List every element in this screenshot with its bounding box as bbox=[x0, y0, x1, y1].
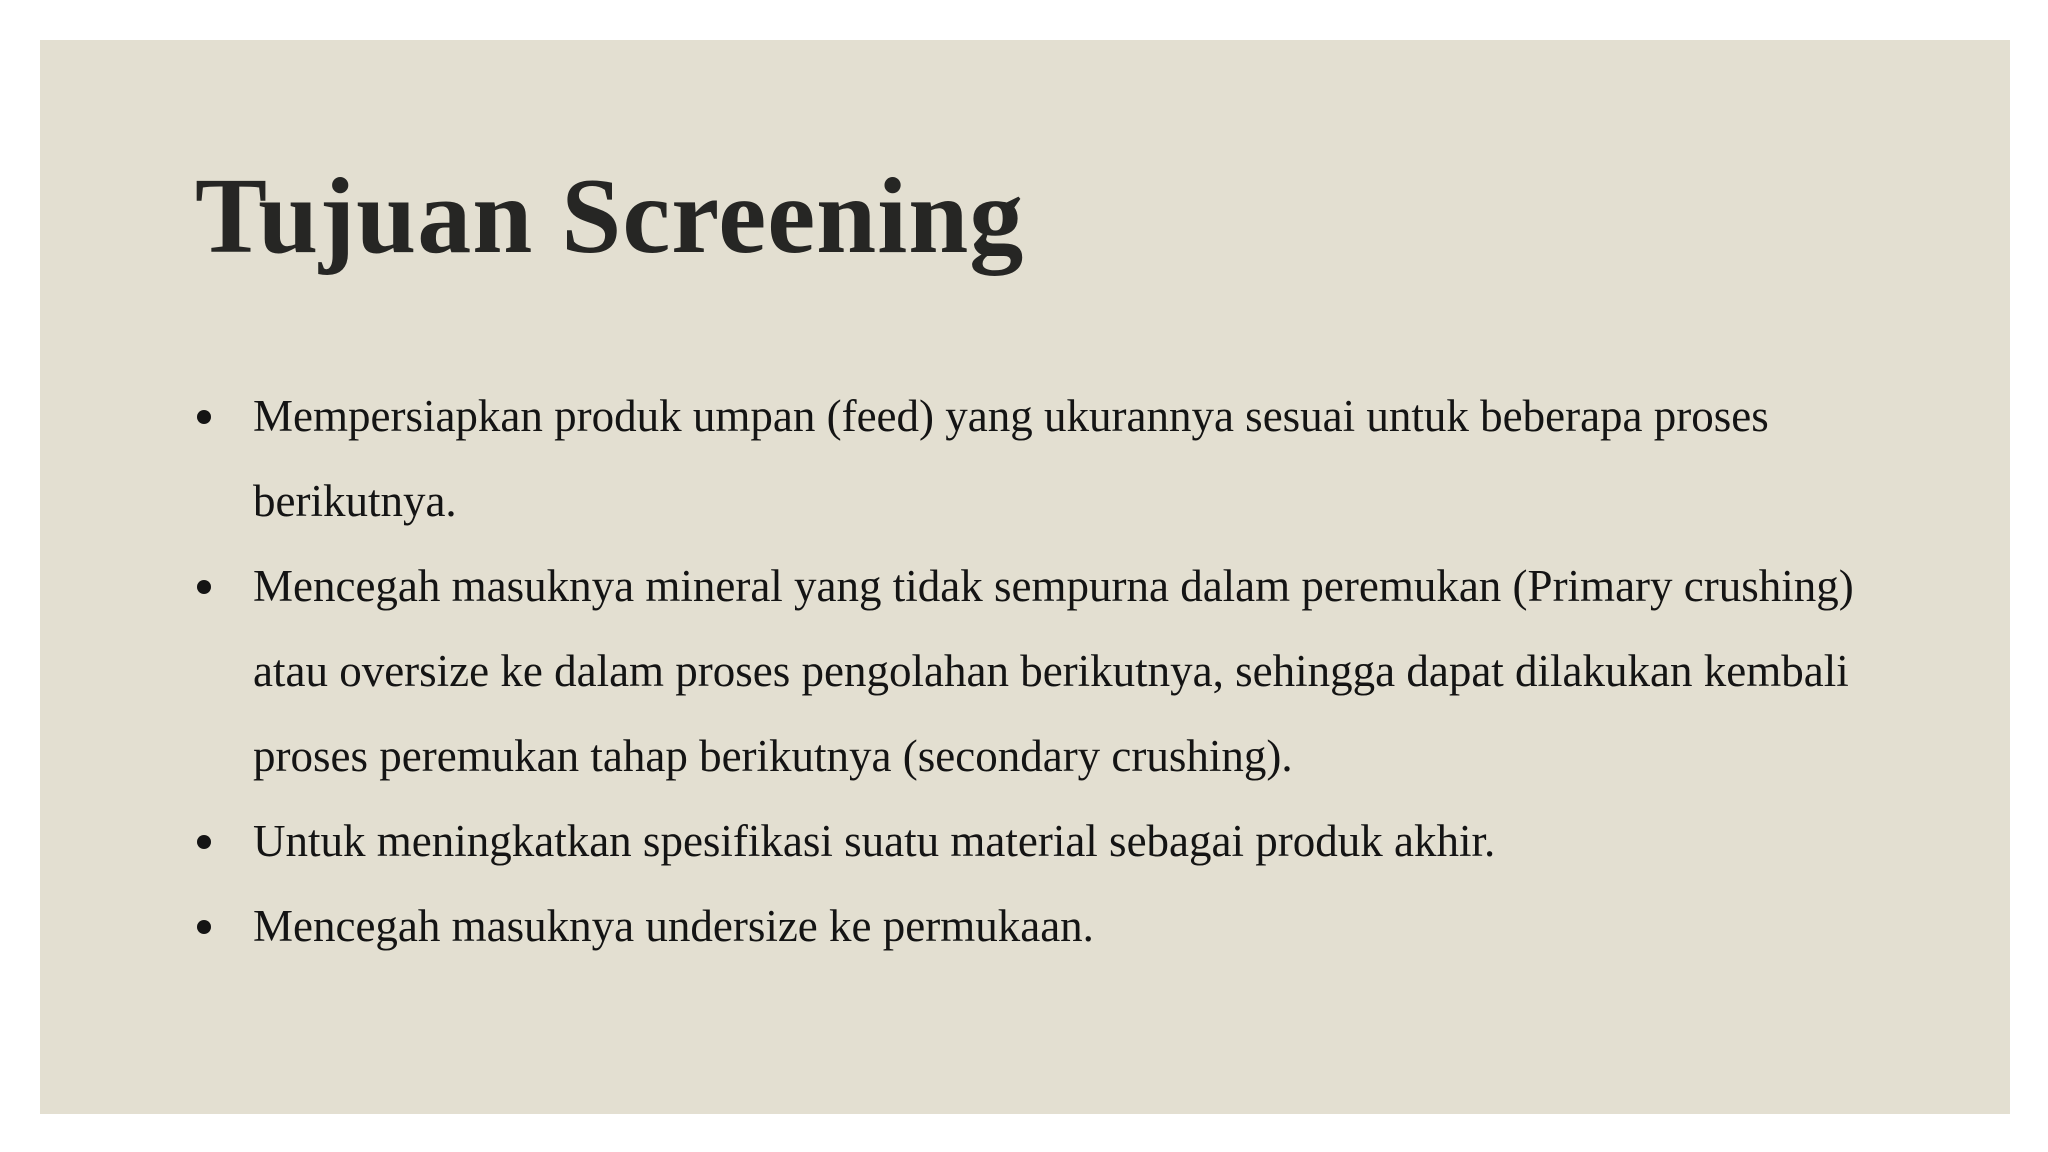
bullet-dot-icon bbox=[197, 410, 211, 424]
bullet-item bbox=[195, 544, 1895, 799]
slide bbox=[40, 40, 2010, 1114]
bullet-text: Mencegah masuknya undersize ke permukaan. bbox=[253, 901, 1094, 951]
bullet-dot-icon bbox=[197, 580, 211, 594]
bullet-text: Mencegah masuknya mineral yang tidak sempurna dalam peremukan (Primary crushing) atau oversize ke dalam proses pengolahan berikutnya, sehingga dapat dilakukan kembali proses peremukan tahap berikutnya (secondary crushing). bbox=[253, 561, 1854, 781]
bullet-text: Untuk meningkatkan spesifikasi suatu material sebagai produk akhir. bbox=[253, 816, 1496, 866]
slide-title: Tujuan Screening bbox=[195, 157, 1025, 276]
bullet-item bbox=[195, 884, 1895, 969]
bullet-item bbox=[195, 799, 1895, 884]
bullet-dot-icon bbox=[197, 920, 211, 934]
bullet-item bbox=[195, 374, 1895, 544]
bullet-dot-icon bbox=[197, 835, 211, 849]
bullet-text: Mempersiapkan produk umpan (feed) yang ukurannya sesuai untuk beberapa proses berikutnya. bbox=[253, 391, 1769, 526]
bullet-list bbox=[195, 374, 1895, 969]
